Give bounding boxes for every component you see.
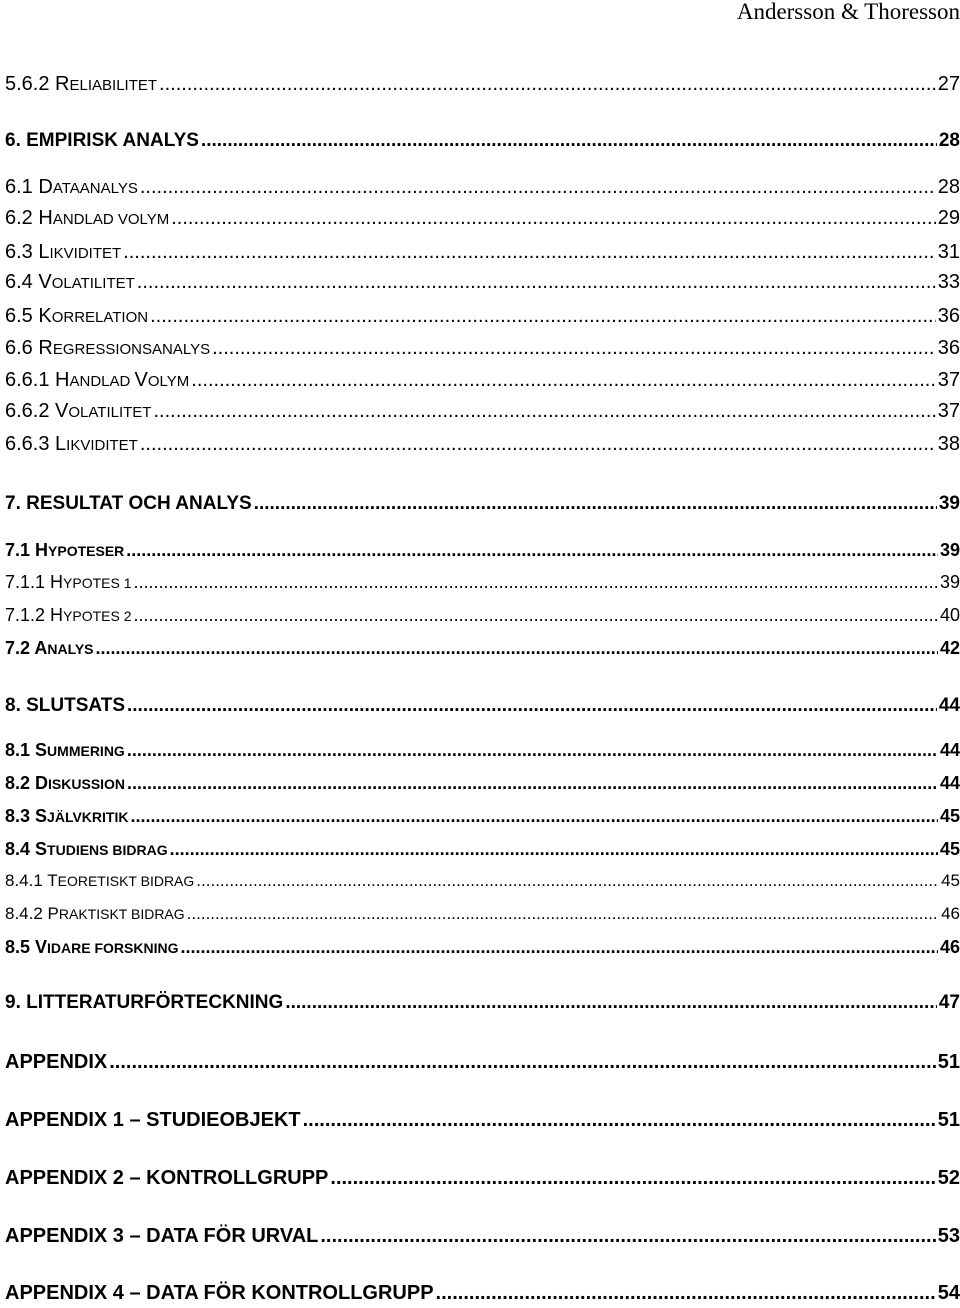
toc-entry[interactable] [5,771,960,796]
toc-entry[interactable] [5,991,960,1015]
toc-entry-title [5,1050,107,1074]
toc-entry-page-number: 39 [939,540,960,560]
toc-entry-title [5,368,189,394]
toc-entry-page-number: 51 [937,1051,960,1073]
toc-entry-text: SLUTSATS [26,695,125,716]
dot-leader [123,240,936,264]
toc-entry-initial: H [50,605,64,625]
toc-entry-number: 7.1 [5,540,36,560]
toc-entry[interactable] [5,206,960,232]
toc-entry-text: ANDLAD [69,373,135,390]
toc-entry-initial: D [38,176,53,198]
toc-entry-number: 6.6.3 [5,433,56,455]
toc-entry-page-number: 37 [937,400,960,422]
toc-entry[interactable] [5,837,960,862]
dot-leader [137,270,936,294]
toc-entry-title [5,270,135,296]
toc-entry-initial: S [35,740,48,760]
dot-leader [134,603,938,627]
toc-entry-number: 8.2 [5,773,36,793]
toc-entry-title [5,1281,434,1305]
toc-entry-title [5,991,283,1015]
toc-entry-number: 8. [5,695,27,716]
toc-entry-initial: D [35,773,49,793]
toc-entry-number: 5.6.2 [5,73,56,95]
toc-entry-text: RESULTAT OCH ANALYS [26,493,252,514]
toc-entry[interactable] [5,538,960,563]
toc-entry[interactable] [5,694,960,718]
dot-leader [150,304,936,328]
dot-leader [170,837,938,861]
toc-entry-initial: S [35,839,48,859]
dot-leader [96,636,938,660]
toc-entry[interactable] [5,270,960,296]
toc-entry-text: ORRELATION [51,309,149,326]
toc-entry[interactable] [5,304,960,330]
toc-entry-initial: V [134,369,148,391]
dot-leader [171,206,936,230]
toc-entry-text: IKVIDITET [49,245,122,262]
toc-entry[interactable] [5,175,960,201]
dot-leader [127,694,937,718]
toc-entry-number: 6.3 [5,241,39,263]
toc-entry-initial: H [50,572,64,592]
toc-entry-page-number: 44 [939,773,960,793]
toc-entry-title [5,432,138,458]
toc-entry-text: APPENDIX [5,1051,108,1073]
toc-entry[interactable] [5,240,960,266]
toc-entry-text: UMMERING [47,743,125,759]
toc-entry-initial: H [38,207,53,229]
toc-entry-number: 7.1.2 [5,605,51,625]
toc-entry-text: LITTERATURFÖRTECKNING [26,992,284,1013]
toc-entry[interactable] [5,399,960,425]
dot-leader [196,869,939,893]
toc-entry[interactable] [5,129,960,153]
toc-entry-initial: L [38,241,50,263]
toc-entry-text: EORETISKT BIDRAG [57,873,195,889]
toc-entry[interactable] [5,1224,960,1248]
toc-entry-number: 6. [5,130,27,151]
dot-leader [285,991,937,1015]
toc-entry-title [5,492,252,516]
toc-entry-page-number: 29 [937,207,960,229]
toc-entry-title [5,694,125,718]
toc-entry-title [5,538,124,563]
dot-leader [254,492,937,516]
toc-entry-page-number: 28 [938,130,960,151]
dot-leader [201,129,937,153]
toc-entry-title [5,304,148,330]
toc-entry-initial: V [38,271,52,293]
toc-entry-page-number: 31 [937,241,960,263]
toc-entry-title [5,129,199,153]
toc-entry-title [5,72,157,98]
toc-entry-text: IKVIDITET [66,437,138,454]
toc-entry-text: EGRESSIONSANALYS [52,341,211,358]
toc-entry-text: ANDLAD VOLYM [52,211,170,228]
dot-leader [320,1224,935,1248]
toc-entry-text: OLATILITET [68,404,152,421]
dot-leader [181,935,938,959]
toc-entry-initial: R [55,73,70,95]
toc-entry-title [5,804,128,829]
dot-leader [330,1166,935,1190]
toc-entry-text: OLATILITET [51,275,135,292]
toc-entry-page-number: 46 [939,937,960,957]
toc-entry-number: 6.6.1 [5,369,56,391]
toc-entry[interactable] [5,869,960,893]
toc-entry-text: YPOTESER [48,543,125,559]
toc-entry-title [5,336,210,362]
toc-entry-title [5,738,125,763]
toc-entry-text: RAKTISKT BIDRAG [58,906,185,922]
dot-leader [436,1281,936,1305]
toc-entry-initial: V [35,937,48,957]
toc-entry-title [5,869,194,893]
toc-entry-number: 6.5 [5,305,39,327]
toc-entry[interactable] [5,603,960,628]
toc-entry-page-number: 53 [937,1225,960,1247]
toc-entry-initial: K [38,305,52,327]
toc-entry-number: 7.2 [5,638,35,658]
dot-leader [130,804,938,828]
dot-leader [140,432,936,456]
dot-leader [134,570,938,594]
toc-entry-page-number: 52 [937,1167,960,1189]
toc-entry-number: 9. [5,992,27,1013]
toc-entry[interactable] [5,570,960,595]
toc-entry-page-number: 45 [939,839,960,859]
toc-entry-number: 8.3 [5,806,36,826]
toc-entry-number: 8.4.2 [5,904,48,923]
toc-entry-text: APPENDIX 2 – KONTROLLGRUPP [5,1167,329,1189]
toc-entry-page-number: 44 [938,695,960,716]
toc-entry-number: 8.5 [5,937,36,957]
dot-leader [127,738,938,762]
toc-entry[interactable] [5,1281,960,1305]
toc-entry-page-number: 39 [938,493,960,514]
toc-entry-text: JÄLVKRITIK [47,809,129,825]
toc-entry-title [5,240,121,266]
toc-entry-initial: T [47,871,58,890]
toc-entry-initial: V [55,400,69,422]
toc-entry-number: 7.1.1 [5,572,51,592]
toc-entry-text: ISKUSSION [48,776,126,792]
toc-entry-page-number: 27 [937,73,960,95]
toc-entry-title [5,175,138,201]
toc-entry[interactable] [5,902,960,926]
toc-entry[interactable] [5,636,960,661]
toc-entry-text: YPOTES 2 [63,608,132,624]
toc-entry[interactable] [5,492,960,516]
toc-entry-page-number: 33 [937,271,960,293]
toc-entry-title [5,636,94,661]
toc-entry-page-number: 36 [937,305,960,327]
toc-entry-title [5,902,185,926]
toc-entry-title [5,603,132,628]
toc-entry-page-number: 54 [937,1282,960,1304]
toc-entry-text: TUDIENS BIDRAG [47,842,168,858]
toc-entry[interactable] [5,738,960,763]
dot-leader [109,1050,936,1074]
toc-entry-title [5,1224,318,1248]
toc-entry-text: YPOTES 1 [63,575,132,591]
dot-leader [153,399,935,423]
toc-entry-text: APPENDIX 3 – DATA FÖR URVAL [5,1225,319,1247]
toc-entry-title [5,570,132,595]
toc-entry[interactable] [5,935,960,960]
toc-entry[interactable] [5,432,960,458]
toc-entry-page-number: 40 [939,605,960,625]
toc-entry[interactable] [5,1166,960,1190]
toc-entry-title [5,935,179,960]
toc-entry-page-number: 45 [941,871,960,890]
toc-entry-text: APPENDIX 1 – STUDIEOBJEKT [5,1109,301,1131]
toc-entry[interactable] [5,368,960,394]
toc-entry-page-number: 37 [937,369,960,391]
toc-entry[interactable] [5,804,960,829]
toc-entry-number: 6.6.2 [5,400,56,422]
toc-entry-title [5,771,125,796]
dot-leader [212,336,936,360]
toc-entry-page-number: 38 [937,433,960,455]
dot-leader [159,72,936,96]
dot-leader [191,368,935,392]
toc-entry-page-number: 28 [937,176,960,198]
toc-entry-number: 8.4 [5,839,36,859]
toc-entry-text: ATAANALYS [52,180,138,197]
toc-entry-page-number: 42 [939,638,960,658]
toc-entry-number: 8.4.1 [5,871,48,890]
toc-entry-text: ELIABILITET [69,77,158,94]
toc-entry[interactable] [5,1050,960,1074]
toc-entry-title [5,837,168,862]
toc-entry[interactable] [5,336,960,362]
toc-entry-initial: H [35,540,49,560]
dot-leader [303,1108,936,1132]
toc-entry-number: 6.6 [5,337,39,359]
toc-entry-title [5,399,151,425]
toc-entry[interactable] [5,1108,960,1132]
dot-leader [140,175,936,199]
dot-leader [126,538,938,562]
toc-entry-page-number: 45 [939,806,960,826]
toc-entry-title [5,1166,328,1190]
toc-entry-text: APPENDIX 4 – DATA FÖR KONTROLLGRUPP [5,1282,434,1304]
toc-entry-number: 6.4 [5,271,39,293]
toc-entry-title [5,1108,301,1132]
toc-entry-text: NALYS [47,641,94,657]
toc-entry-initial: R [38,337,53,359]
toc-entry-initial: H [55,369,70,391]
toc-entry-initial: L [55,433,67,455]
toc-entry[interactable] [5,72,960,98]
toc-entry-title [5,206,169,232]
toc-entry-initial: S [35,806,48,826]
dot-leader [187,902,939,926]
toc-entry-page-number: 47 [938,992,960,1013]
toc-entry-text: OLYM [147,373,190,390]
toc-entry-page-number: 36 [937,337,960,359]
running-header: Andersson & Thoresson [736,0,960,24]
toc-entry-number: 6.2 [5,207,39,229]
toc-entry-text: IDARE FORSKNING [47,940,179,956]
toc-entry-initial: A [34,638,48,658]
toc-entry-page-number: 46 [941,904,960,923]
toc-entry-number: 8.1 [5,740,36,760]
toc-entry-page-number: 44 [939,740,960,760]
toc-entry-page-number: 39 [939,572,960,592]
toc-entry-text: EMPIRISK ANALYS [26,130,199,151]
toc-entry-initial: P [47,904,59,923]
toc-entry-number: 6.1 [5,176,39,198]
toc-entry-number: 7. [5,493,27,514]
toc-entry-page-number: 51 [937,1109,960,1131]
dot-leader [127,771,938,795]
